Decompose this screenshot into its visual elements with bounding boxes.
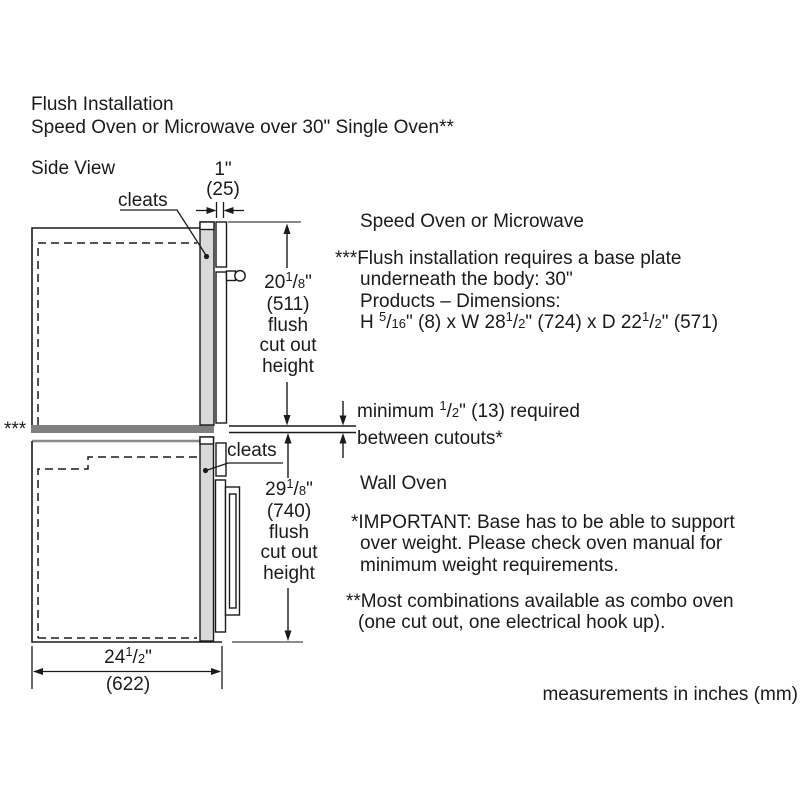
wall-oven-door-flush-panel xyxy=(216,480,226,632)
dim-depth-inch: 24$^1$/2" xyxy=(104,644,152,668)
upper-cleat-panel xyxy=(200,222,214,425)
speed-oven-control-panel xyxy=(216,222,227,267)
title-line2: Speed Oven or Microwave over 30" Single Oven** xyxy=(31,116,454,138)
dim-depth-mm: (622) xyxy=(105,674,151,695)
dim-door-thickness-label: 1" (25) xyxy=(206,159,240,200)
lower-cleat-cap xyxy=(200,437,214,444)
dim-door-thickness xyxy=(196,202,244,218)
page-title xyxy=(31,94,454,139)
wall-oven-control-panel xyxy=(216,443,226,476)
important-note-marker: * xyxy=(351,512,359,533)
product-dimensions-line: H $^5$/16" (8) x W 28$^1$/2" (724) x D 22$^1$/2" (571) xyxy=(360,308,719,333)
flush-note-marker: *** xyxy=(335,248,358,269)
cutout-gap-lines xyxy=(229,426,356,433)
dim-upper-cutout-label: 20$^1$/8" (511) flush cut out height xyxy=(259,269,317,378)
base-plate xyxy=(31,425,214,433)
important-note: *IMPORTANT: Base has to be able to support over weight. Please check oven manual for minimum weight requirements. xyxy=(351,512,735,576)
combo-note-marker: ** xyxy=(346,591,361,612)
upper-cleat-cap xyxy=(200,222,214,230)
speed-oven-door xyxy=(216,272,227,423)
units-footnote: measurements in inches (mm) xyxy=(542,684,798,705)
min-gap-label-line1: minimum $^1$/2" (13) required xyxy=(357,398,580,422)
wall-oven-heading: Wall Oven xyxy=(360,473,447,494)
dim-lower-cutout-label: 29$^1$/8" (740) flush cut out height xyxy=(260,476,318,585)
lower-cleat-panel xyxy=(200,437,214,641)
base-plate-marker: *** xyxy=(4,419,27,440)
dim-min-gap xyxy=(340,401,347,458)
side-view-label: Side View xyxy=(31,158,116,179)
flush-installation-note: ***Flush installation requires a base plate underneath the body: 30" Products – Dimensions: H $^5$/16" (8) x W 28$^1$/2" (724) x D 22$^1$/2" (571) xyxy=(335,248,719,333)
combo-note: **Most combinations available as combo oven (one cut out, one electrical hook up). xyxy=(346,591,734,634)
speed-oven-heading: Speed Oven or Microwave xyxy=(360,211,584,232)
cleats-label-top: cleats xyxy=(118,190,168,211)
upper-cabinet-outline xyxy=(32,228,200,425)
title-line1: Flush Installation xyxy=(31,94,174,115)
min-gap-label-line2: between cutouts* xyxy=(357,428,503,449)
cleats-label-bottom: cleats xyxy=(227,440,277,461)
lower-cabinet-outline xyxy=(32,441,222,642)
